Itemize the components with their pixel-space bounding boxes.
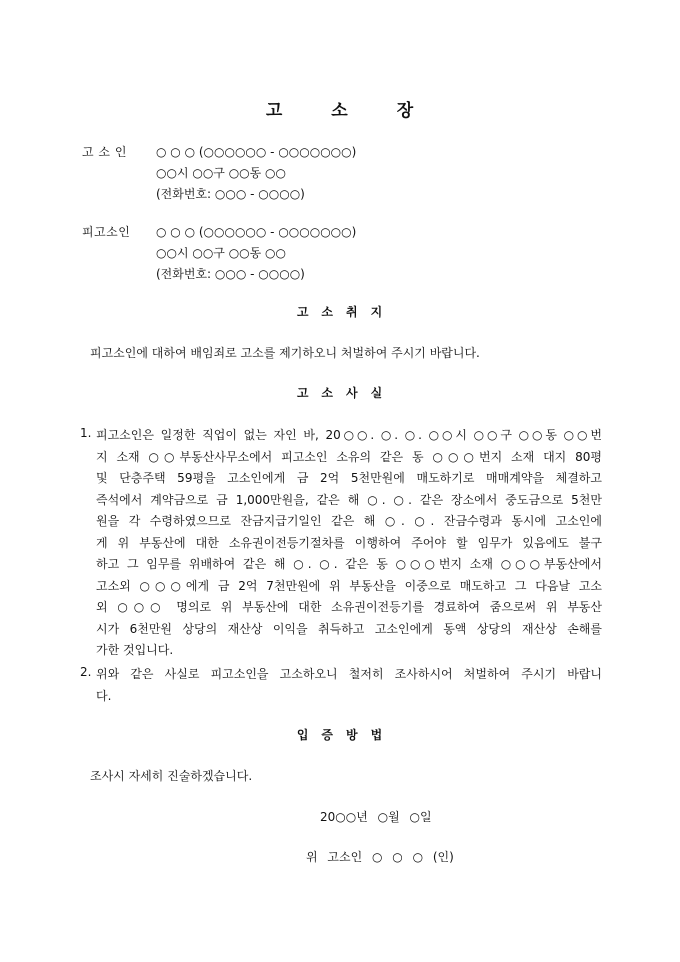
fact-line: 게 위 부동산에 대한 소유권이전등기절차를 이행하여 주어야 할 임무가 있음에도 불구 xyxy=(96,535,602,550)
fact-line: 고소외 ○○○에게 금 2억 7천만원에 위 부동산을 이중으로 매도하고 그 다음날 고소 xyxy=(96,578,602,593)
purpose-text: 피고소인에 대하여 배임죄로 고소를 제기하오니 처벌하여 주시기 바랍니다. xyxy=(90,346,480,360)
heading-char: 소 xyxy=(321,305,334,319)
facts-heading xyxy=(0,384,680,401)
heading-char: 실 xyxy=(370,386,384,400)
evidence-text: 조사시 자세히 진술하겠습니다. xyxy=(90,769,253,783)
defendant-name-line: ○ ○ ○ (○○○○○○ - ○○○○○○○) xyxy=(156,225,357,239)
complainant-name-line: ○ ○ ○ (○○○○○○ - ○○○○○○○) xyxy=(156,145,357,159)
complainant-label: 고 소 인 xyxy=(82,145,127,159)
defendant-phone-line: (전화번호: ○○○ - ○○○○) xyxy=(156,267,305,281)
heading-char: 취 xyxy=(346,305,359,319)
fact-line: 피고소인은 일정한 직업이 없는 자인 바, 20○○. ○. ○. ○○시 ○○구 ○○동 ○○번 xyxy=(96,428,602,442)
fact-line: 및 단층주택 59평을 고소인에게 금 2억 5천만원에 매도하기로 매매계약을 체결하고 xyxy=(96,471,602,485)
heading-char: 입 xyxy=(296,728,310,742)
complainant-address-line: ○○시 ○○구 ○○동 ○○ xyxy=(156,166,286,180)
fact-line: 즉석에서 계약금으로 금 1,000만원을, 같은 해 ○. ○. 같은 장소에서 중도금으로 5천만 xyxy=(96,492,602,507)
purpose-heading xyxy=(0,303,680,320)
fact-line: 위와 같은 사실로 피고소인을 고소하오니 철저히 조사하시어 처벌하여 주시기 바랍니 xyxy=(96,667,602,681)
defendant-address-line: ○○시 ○○구 ○○동 ○○ xyxy=(156,246,286,260)
heading-char: 지 xyxy=(370,305,384,319)
fact-line: 다. xyxy=(96,688,112,703)
title-char: 소 xyxy=(331,101,349,121)
heading-char: 법 xyxy=(370,728,384,742)
heading-char: 사 xyxy=(346,386,359,400)
heading-char: 고 xyxy=(296,305,310,319)
fact-line: 시가 6천만원 상당의 재산상 이익을 취득하고 고소인에게 동액 상당의 재산상 손해를 xyxy=(96,621,602,636)
fact-number: 1. xyxy=(80,426,92,440)
signature-line: 위 고소인 ○ ○ ○ (인) xyxy=(306,850,454,864)
title-char: 장 xyxy=(396,101,415,121)
fact-line: 원을 각 수령하였으므로 잔금지급기일인 같은 해 ○. ○. 잔금수령과 동시에 고소인에 xyxy=(96,514,602,528)
fact-line: 지 소재 ○○부동산사무소에서 피고소인 소유의 같은 동 ○○○번지 소재 대지 80평 xyxy=(96,449,602,464)
filing-date: 20○○년 ○월 ○일 xyxy=(320,810,432,824)
fact-line: 외 ○○○ 명의로 위 부동산에 대한 소유권이전등기를 경료하여 줌으로써 위 부동산 xyxy=(96,600,602,614)
fact-line: 하고 그 임무를 위배하여 같은 해 ○. ○. 같은 동 ○○○번지 소재 ○○○부동산에서 xyxy=(96,557,602,571)
heading-char: 증 xyxy=(321,728,334,742)
complainant-phone-line: (전화번호: ○○○ - ○○○○) xyxy=(156,187,305,201)
fact-number: 2. xyxy=(80,665,92,679)
title-char: 고 xyxy=(265,101,284,121)
heading-char: 고 xyxy=(296,386,310,400)
fact-line: 가한 것입니다. xyxy=(96,643,174,657)
document-title xyxy=(0,96,680,121)
evidence-heading xyxy=(0,726,680,743)
fact-body xyxy=(96,426,602,663)
defendant-label: 피고소인 xyxy=(82,225,131,239)
fact-body xyxy=(96,665,602,708)
heading-char: 방 xyxy=(346,728,359,742)
heading-char: 소 xyxy=(321,386,334,400)
